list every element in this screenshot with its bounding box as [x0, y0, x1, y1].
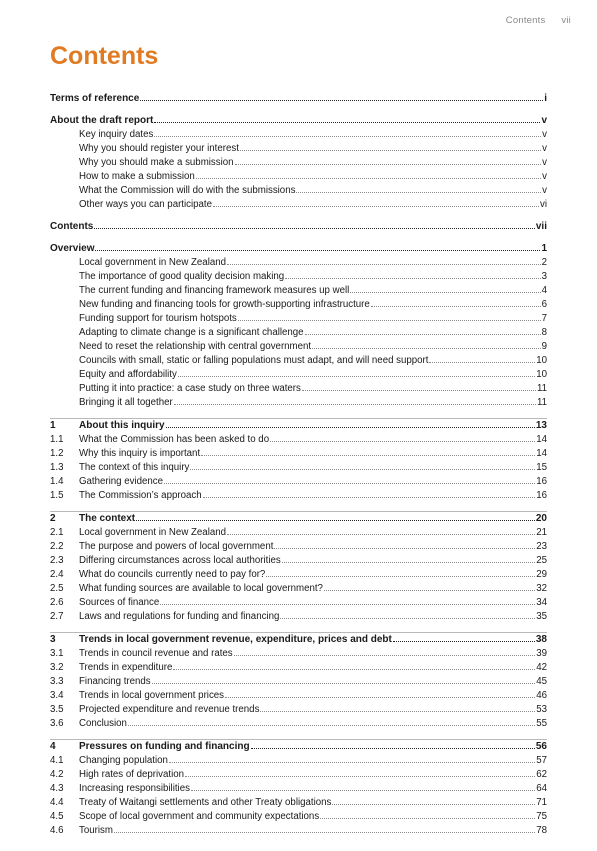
entry-title: Local government in New Zealand: [79, 527, 227, 538]
entry-page: 25: [536, 555, 547, 566]
toc-subsection-entry[interactable]: [50, 675, 547, 689]
entry-title: What funding sources are available to local government?: [79, 583, 323, 594]
toc-section-entry[interactable]: [50, 633, 547, 647]
toc-subsection-entry[interactable]: [50, 184, 547, 198]
entry-title: The context: [79, 513, 136, 524]
entry-number: 3.1: [50, 648, 64, 659]
entry-page: 16: [536, 476, 547, 487]
toc-subsection-entry[interactable]: [50, 568, 547, 582]
toc-subsection-entry[interactable]: [50, 824, 547, 838]
toc-subsection-entry[interactable]: [50, 198, 547, 212]
dot-leader: [240, 142, 541, 151]
toc-section: [50, 212, 547, 234]
entry-page: 21: [536, 527, 547, 538]
toc-section: [50, 410, 547, 503]
toc-subsection-entry[interactable]: [50, 128, 547, 142]
dot-leader: [154, 128, 541, 137]
entry-title: Why you should register your interest: [79, 143, 239, 154]
toc-section: [50, 503, 547, 624]
dot-leader: [114, 824, 535, 833]
dot-leader: [201, 447, 535, 456]
toc-subsection-entry[interactable]: [50, 554, 547, 568]
dot-leader: [152, 675, 536, 684]
dot-leader: [274, 540, 535, 549]
toc-subsection-entry[interactable]: [50, 270, 547, 284]
toc-subsection-entry[interactable]: [50, 156, 547, 170]
entry-page: 6: [541, 299, 547, 310]
toc-subsection-entry[interactable]: [50, 170, 547, 184]
entry-page: 13: [535, 420, 547, 431]
entry-page: 34: [536, 597, 547, 608]
entry-number: 2.3: [50, 555, 64, 566]
dot-leader: [136, 512, 535, 521]
entry-number: 1.3: [50, 462, 64, 473]
entry-title: The purpose and powers of local government: [79, 541, 274, 552]
entry-page: 35: [536, 611, 547, 622]
entry-number: 1.1: [50, 434, 64, 445]
dot-leader: [213, 198, 539, 207]
dot-leader: [191, 782, 535, 791]
toc-section-entry[interactable]: [50, 220, 547, 234]
entry-number: 4.5: [50, 811, 64, 822]
entry-title: Gathering evidence: [79, 476, 164, 487]
entry-title: Sources of finance: [79, 597, 160, 608]
entry-page: 32: [536, 583, 547, 594]
entry-number: 1.4: [50, 476, 64, 487]
entry-title: Why this inquiry is important: [79, 448, 201, 459]
entry-title: The importance of good quality decision making: [79, 271, 285, 282]
entry-page: 16: [536, 490, 547, 501]
dot-leader: [320, 810, 535, 819]
entry-title: Trends in expenditure: [79, 662, 173, 673]
entry-title: Differing circumstances across local authorities: [79, 555, 281, 566]
toc-subsection-entry[interactable]: [50, 782, 547, 796]
toc-subsection-entry[interactable]: [50, 354, 547, 368]
entry-number: 2: [50, 513, 56, 524]
entry-title: Key inquiry dates: [79, 129, 154, 140]
dot-leader: [225, 689, 535, 698]
entry-page: 56: [535, 741, 547, 752]
toc-section-entry[interactable]: [50, 92, 547, 106]
toc-section: [50, 624, 547, 731]
dot-leader: [238, 312, 541, 321]
entry-page: 7: [541, 313, 547, 324]
toc-subsection-entry[interactable]: [50, 768, 547, 782]
entry-number: 2.1: [50, 527, 64, 538]
entry-title: Contents: [50, 221, 94, 232]
entry-page: v: [542, 157, 547, 168]
entry-page: 8: [541, 327, 547, 338]
entry-title: Increasing responsibilities: [79, 783, 190, 794]
entry-page: 4: [541, 285, 547, 296]
toc-section: [50, 92, 547, 106]
entry-title: Laws and regulations for funding and financing: [79, 611, 280, 622]
toc-subsection-entry[interactable]: [50, 610, 547, 624]
dot-leader: [174, 396, 536, 405]
entry-page: 55: [536, 718, 547, 729]
dot-leader: [312, 340, 541, 349]
toc-section: [50, 106, 547, 212]
entry-page: 29: [536, 569, 547, 580]
toc-section: [50, 234, 547, 410]
entry-page: 46: [536, 690, 547, 701]
toc-subsection-entry[interactable]: [50, 582, 547, 596]
entry-number: 2.5: [50, 583, 64, 594]
entry-title: High rates of deprivation: [79, 769, 185, 780]
entry-title: Need to reset the relationship with central government: [79, 341, 312, 352]
entry-title: Trends in council revenue and rates: [79, 648, 233, 659]
toc-section-entry[interactable]: [50, 242, 547, 256]
entry-number: 4.3: [50, 783, 64, 794]
toc-subsection-entry[interactable]: [50, 647, 547, 661]
entry-title: Putting it into practice: a case study on three waters: [79, 383, 301, 394]
entry-number: 4.1: [50, 755, 64, 766]
toc-subsection-entry[interactable]: [50, 256, 547, 270]
toc-subsection-entry[interactable]: [50, 475, 547, 489]
toc-subsection-entry[interactable]: [50, 396, 547, 410]
dot-leader: [128, 717, 535, 726]
entry-page: v: [542, 143, 547, 154]
toc-subsection-entry[interactable]: [50, 661, 547, 675]
toc-section-entry[interactable]: [50, 740, 547, 754]
toc-subsection-entry[interactable]: [50, 298, 547, 312]
entry-title: Local government in New Zealand: [79, 257, 227, 268]
entry-title: Other ways you can participate: [79, 199, 212, 210]
entry-page: 45: [536, 676, 547, 687]
entry-number: 4.4: [50, 797, 64, 808]
entry-page: 9: [541, 341, 547, 352]
toc-subsection-entry[interactable]: [50, 540, 547, 554]
dot-leader: [302, 382, 536, 391]
entry-title: Pressures on funding and financing: [79, 741, 250, 752]
dot-leader: [324, 582, 535, 591]
dot-leader: [185, 768, 535, 777]
dot-leader: [173, 661, 535, 670]
entry-number: 1.2: [50, 448, 64, 459]
dot-leader: [196, 170, 541, 179]
dot-leader: [235, 156, 542, 165]
toc-subsection-entry[interactable]: [50, 754, 547, 768]
entry-page: 11: [536, 383, 547, 394]
entry-number: 3.2: [50, 662, 64, 673]
entry-title: Changing population: [79, 755, 168, 766]
dot-leader: [393, 633, 535, 642]
entry-page: 39: [536, 648, 547, 659]
dot-leader: [350, 284, 540, 293]
dot-leader: [227, 256, 541, 265]
entry-title: About this inquiry: [79, 420, 165, 431]
entry-number: 4.6: [50, 825, 64, 836]
entry-page: 71: [536, 797, 547, 808]
entry-page: 38: [535, 634, 547, 645]
entry-title: Trends in local government revenue, expenditure, prices and debt: [79, 634, 392, 645]
entry-page: 42: [536, 662, 547, 673]
entry-number: 3.6: [50, 718, 64, 729]
toc-subsection-entry[interactable]: [50, 326, 547, 340]
dot-leader: [260, 703, 535, 712]
entry-number: 3: [50, 634, 56, 645]
toc-subsection-entry[interactable]: [50, 433, 547, 447]
toc-subsection-entry[interactable]: [50, 312, 547, 326]
running-header-section: Contents: [505, 15, 546, 26]
table-of-contents: [50, 92, 547, 838]
entry-title: Scope of local government and community expectations: [79, 811, 320, 822]
entry-page: 11: [536, 397, 547, 408]
entry-page: v: [541, 115, 547, 126]
entry-title: Why you should make a submission: [79, 157, 234, 168]
toc-subsection-entry[interactable]: [50, 717, 547, 731]
entry-page: 57: [536, 755, 547, 766]
entry-page: vi: [540, 199, 547, 210]
dot-leader: [190, 461, 535, 470]
entry-number: 2.4: [50, 569, 64, 580]
toc-section-entry[interactable]: [50, 512, 547, 526]
toc-subsection-entry[interactable]: [50, 447, 547, 461]
toc-section-entry[interactable]: [50, 114, 547, 128]
entry-page: 75: [536, 811, 547, 822]
entry-page: 3: [541, 271, 547, 282]
entry-page: i: [544, 93, 547, 104]
entry-number: 4: [50, 741, 56, 752]
dot-leader: [95, 242, 540, 251]
entry-page: vii: [535, 221, 547, 232]
toc-subsection-entry[interactable]: [50, 368, 547, 382]
entry-title: Treaty of Waitangi settlements and other Treaty obligations: [79, 797, 332, 808]
entry-page: 10: [536, 355, 547, 366]
entry-title: The context of this inquiry: [79, 462, 190, 473]
entry-number: 2.6: [50, 597, 64, 608]
entry-title: Tourism: [79, 825, 113, 836]
toc-subsection-entry[interactable]: [50, 340, 547, 354]
entry-title: The current funding and financing framework measures up well: [79, 285, 350, 296]
running-header: [506, 15, 571, 26]
toc-subsection-entry[interactable]: [50, 142, 547, 156]
toc-subsection-entry[interactable]: [50, 596, 547, 610]
entry-title: Funding support for tourism hotspots: [79, 313, 237, 324]
dot-leader: [166, 419, 535, 428]
entry-page: 20: [535, 513, 547, 524]
entry-page: 14: [536, 434, 547, 445]
entry-number: 1: [50, 420, 56, 431]
dot-leader: [270, 433, 535, 442]
entry-number: 2.2: [50, 541, 64, 552]
entry-page: 64: [536, 783, 547, 794]
toc-subsection-entry[interactable]: [50, 461, 547, 475]
entry-title: Projected expenditure and revenue trends: [79, 704, 260, 715]
dot-leader: [371, 298, 541, 307]
toc-subsection-entry[interactable]: [50, 703, 547, 717]
entry-number: 2.7: [50, 611, 64, 622]
entry-title: Bringing it all together: [79, 397, 173, 408]
entry-title: How to make a submission: [79, 171, 195, 182]
entry-title: Trends in local government prices: [79, 690, 225, 701]
entry-title: Adapting to climate change is a significant challenge: [79, 327, 304, 338]
entry-title: Terms of reference: [50, 93, 140, 104]
toc-section-entry[interactable]: [50, 419, 547, 433]
dot-leader: [296, 184, 541, 193]
dot-leader: [251, 740, 535, 749]
toc-subsection-entry[interactable]: [50, 796, 547, 810]
entry-page: v: [542, 171, 547, 182]
toc-subsection-entry[interactable]: [50, 489, 547, 503]
entry-title: Financing trends: [79, 676, 151, 687]
entry-title: Conclusion: [79, 718, 127, 729]
page-title: Contents: [50, 42, 159, 70]
entry-title: Equity and affordability: [79, 369, 177, 380]
dot-leader: [280, 610, 535, 619]
entry-page: 14: [536, 448, 547, 459]
toc-subsection-entry[interactable]: [50, 810, 547, 824]
dot-leader: [160, 596, 535, 605]
dot-leader: [164, 475, 535, 484]
entry-title: About the draft report: [50, 115, 154, 126]
entry-title: New funding and financing tools for growth-supporting infrastructure: [79, 299, 370, 310]
dot-leader: [429, 354, 535, 363]
toc-subsection-entry[interactable]: [50, 284, 547, 298]
entry-page: 53: [536, 704, 547, 715]
entry-page: v: [542, 185, 547, 196]
dot-leader: [203, 489, 536, 498]
entry-title: What the Commission has been asked to do: [79, 434, 270, 445]
entry-page: 62: [536, 769, 547, 780]
entry-page: v: [542, 129, 547, 140]
entry-number: 4.2: [50, 769, 64, 780]
entry-page: 2: [541, 257, 547, 268]
dot-leader: [234, 647, 536, 656]
toc-subsection-entry[interactable]: [50, 382, 547, 396]
entry-page: 23: [536, 541, 547, 552]
entry-page: 15: [536, 462, 547, 473]
entry-number: 1.5: [50, 490, 64, 501]
entry-title: What the Commission will do with the submissions: [79, 185, 296, 196]
dot-leader: [154, 114, 540, 123]
toc-subsection-entry[interactable]: [50, 526, 547, 540]
dot-leader: [227, 526, 535, 535]
dot-leader: [140, 92, 543, 101]
running-header-page: vii: [561, 15, 571, 26]
dot-leader: [332, 796, 535, 805]
toc-subsection-entry[interactable]: [50, 689, 547, 703]
entry-page: 78: [536, 825, 547, 836]
dot-leader: [282, 554, 535, 563]
dot-leader: [169, 754, 535, 763]
entry-title: Overview: [50, 243, 95, 254]
dot-leader: [178, 368, 535, 377]
dot-leader: [94, 220, 535, 229]
entry-title: The Commission’s approach: [79, 490, 202, 501]
entry-page: 10: [536, 369, 547, 380]
entry-title: What do councils currently need to pay for?: [79, 569, 266, 580]
entry-page: 1: [541, 243, 547, 254]
dot-leader: [266, 568, 535, 577]
entry-number: 3.3: [50, 676, 64, 687]
entry-title: Councils with small, static or falling populations must adapt, and will need support: [79, 355, 429, 366]
dot-leader: [305, 326, 541, 335]
entry-number: 3.4: [50, 690, 64, 701]
entry-number: 3.5: [50, 704, 64, 715]
toc-section: [50, 731, 547, 838]
dot-leader: [285, 270, 540, 279]
